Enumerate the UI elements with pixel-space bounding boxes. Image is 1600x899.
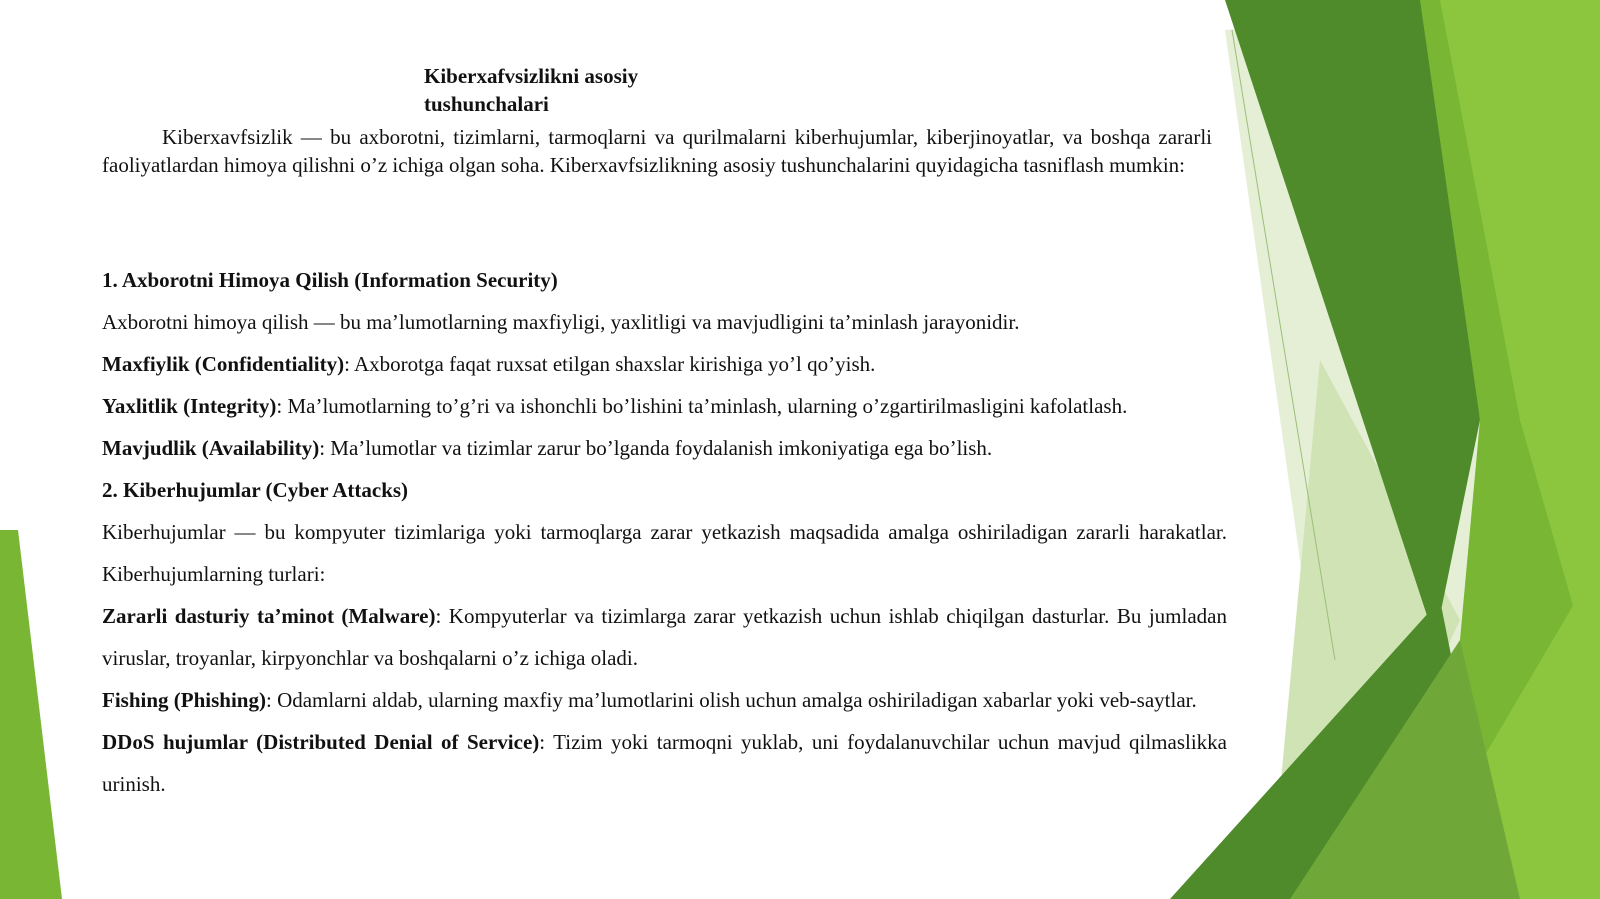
term-malware: Zararli dasturiy ta’minot (Malware): [102, 604, 436, 628]
left-green-facet: [0, 530, 62, 899]
term-ddos: DDoS hujumlar (Distributed Denial of Service): [102, 730, 540, 754]
term-phishing: Fishing (Phishing): [102, 688, 266, 712]
section-2-heading: 2. Kiberhujumlar (Cyber Attacks): [102, 478, 409, 502]
slide-title: [424, 62, 724, 118]
title-line-2: tushunchalari: [424, 92, 549, 116]
title-line-1: Kiberxafvsizlikni asosiy: [424, 64, 639, 88]
section-1-description: Axborotni himoya qilish — bu ma’lumotlarning maxfiyligi, yaxlitligi va mavjudligini ta’minlash jarayonidir.: [102, 310, 1020, 334]
list-item: Mavjudlik (Availability): Ma’lumotlar va tizimlar zarur bo’lganda foydalanish imkoniyatiga ega bo’lish.: [102, 436, 993, 460]
intro-paragraph: Kiberxavfsizlik — bu axborotni, tizimlarni, tarmoqlarni va qurilmalarni kiberhujumlar, kiberjinoyatlar, va boshqa zararli faoliyatlardan himoya qilishni o’z ichiga olgan soha. Kiberxavfsizlikning asosiy tushunchalarini quyidagicha tasniflash mumkin:: [102, 125, 1212, 177]
list-item: Maxfiylik (Confidentiality): Axborotga faqat ruxsat etilgan shaxslar kirishiga yo’l qo’yish.: [102, 352, 876, 376]
content-body: [102, 259, 1227, 805]
list-item: Yaxlitlik (Integrity): Ma’lumotlarning to’g’ri va ishonchli bo’lishini ta’minlash, ularning o’zgartirilmasligini kafolatlash.: [102, 394, 1128, 418]
term-availability: Mavjudlik (Availability): [102, 436, 320, 460]
section-1-heading: 1. Axborotni Himoya Qilish (Information Security): [102, 268, 558, 292]
list-item: DDoS hujumlar (Distributed Denial of Service): Tizim yoki tarmoqni yuklab, uni foydalanuvchilar uchun mavjud qilmaslikka urinish.: [102, 730, 1227, 796]
term-confidentiality: Maxfiylik (Confidentiality): [102, 352, 345, 376]
list-item: Fishing (Phishing): Odamlarni aldab, ularning maxfiy ma’lumotlarini olish uchun amalga oshiriladigan xabarlar yoki veb-saytlar.: [102, 688, 1197, 712]
term-integrity: Yaxlitlik (Integrity): [102, 394, 277, 418]
list-item: Zararli dasturiy ta’minot (Malware): Kompyuterlar va tizimlarga zarar yetkazish uchun ishlab chiqilgan dasturlar. Bu jumladan viruslar, troyanlar, kirpyonchlar va boshqalarni o’z ichiga oladi.: [102, 604, 1227, 670]
section-2-description: Kiberhujumlar — bu kompyuter tizimlariga yoki tarmoqlarga zarar yetkazish maqsadida amalga oshiriladigan zararli harakatlar. Kiberhujumlarning turlari:: [102, 520, 1227, 586]
